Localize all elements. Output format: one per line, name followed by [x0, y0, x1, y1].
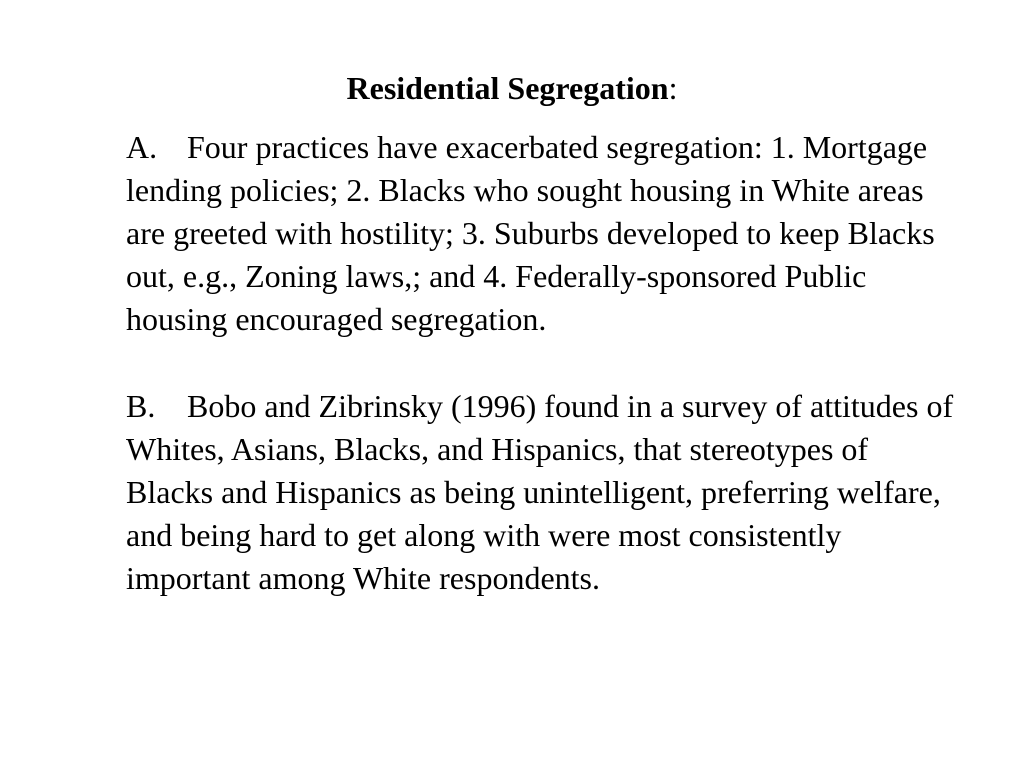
point-b [126, 385, 956, 600]
point-a [126, 126, 956, 341]
slide-body [126, 126, 956, 600]
title-text: Residential Segregation [346, 70, 669, 106]
point-b-text: Bobo and Zibrinsky (1996) found in a survey of attitudes of Whites, Asians, Blacks, and Hispanics, that stereotypes of Blacks and Hispanics as being unintelligent, preferring welfare, and being hard to get along with were most consistently important among White respondents. [126, 388, 954, 596]
title-colon: : [668, 70, 678, 106]
point-a-marker: A. [126, 129, 158, 165]
point-a-text: Four practices have exacerbated segregation: 1. Mortgage lending policies; 2. Blacks who sought housing in White areas are greeted with hostility; 3. Suburbs developed to keep Blacks out, e.g., Zoning laws,; and 4. Federally-sponsored Public housing encouraged segregation. [126, 129, 935, 337]
point-b-marker: B. [126, 388, 156, 424]
slide-title [0, 68, 1024, 108]
